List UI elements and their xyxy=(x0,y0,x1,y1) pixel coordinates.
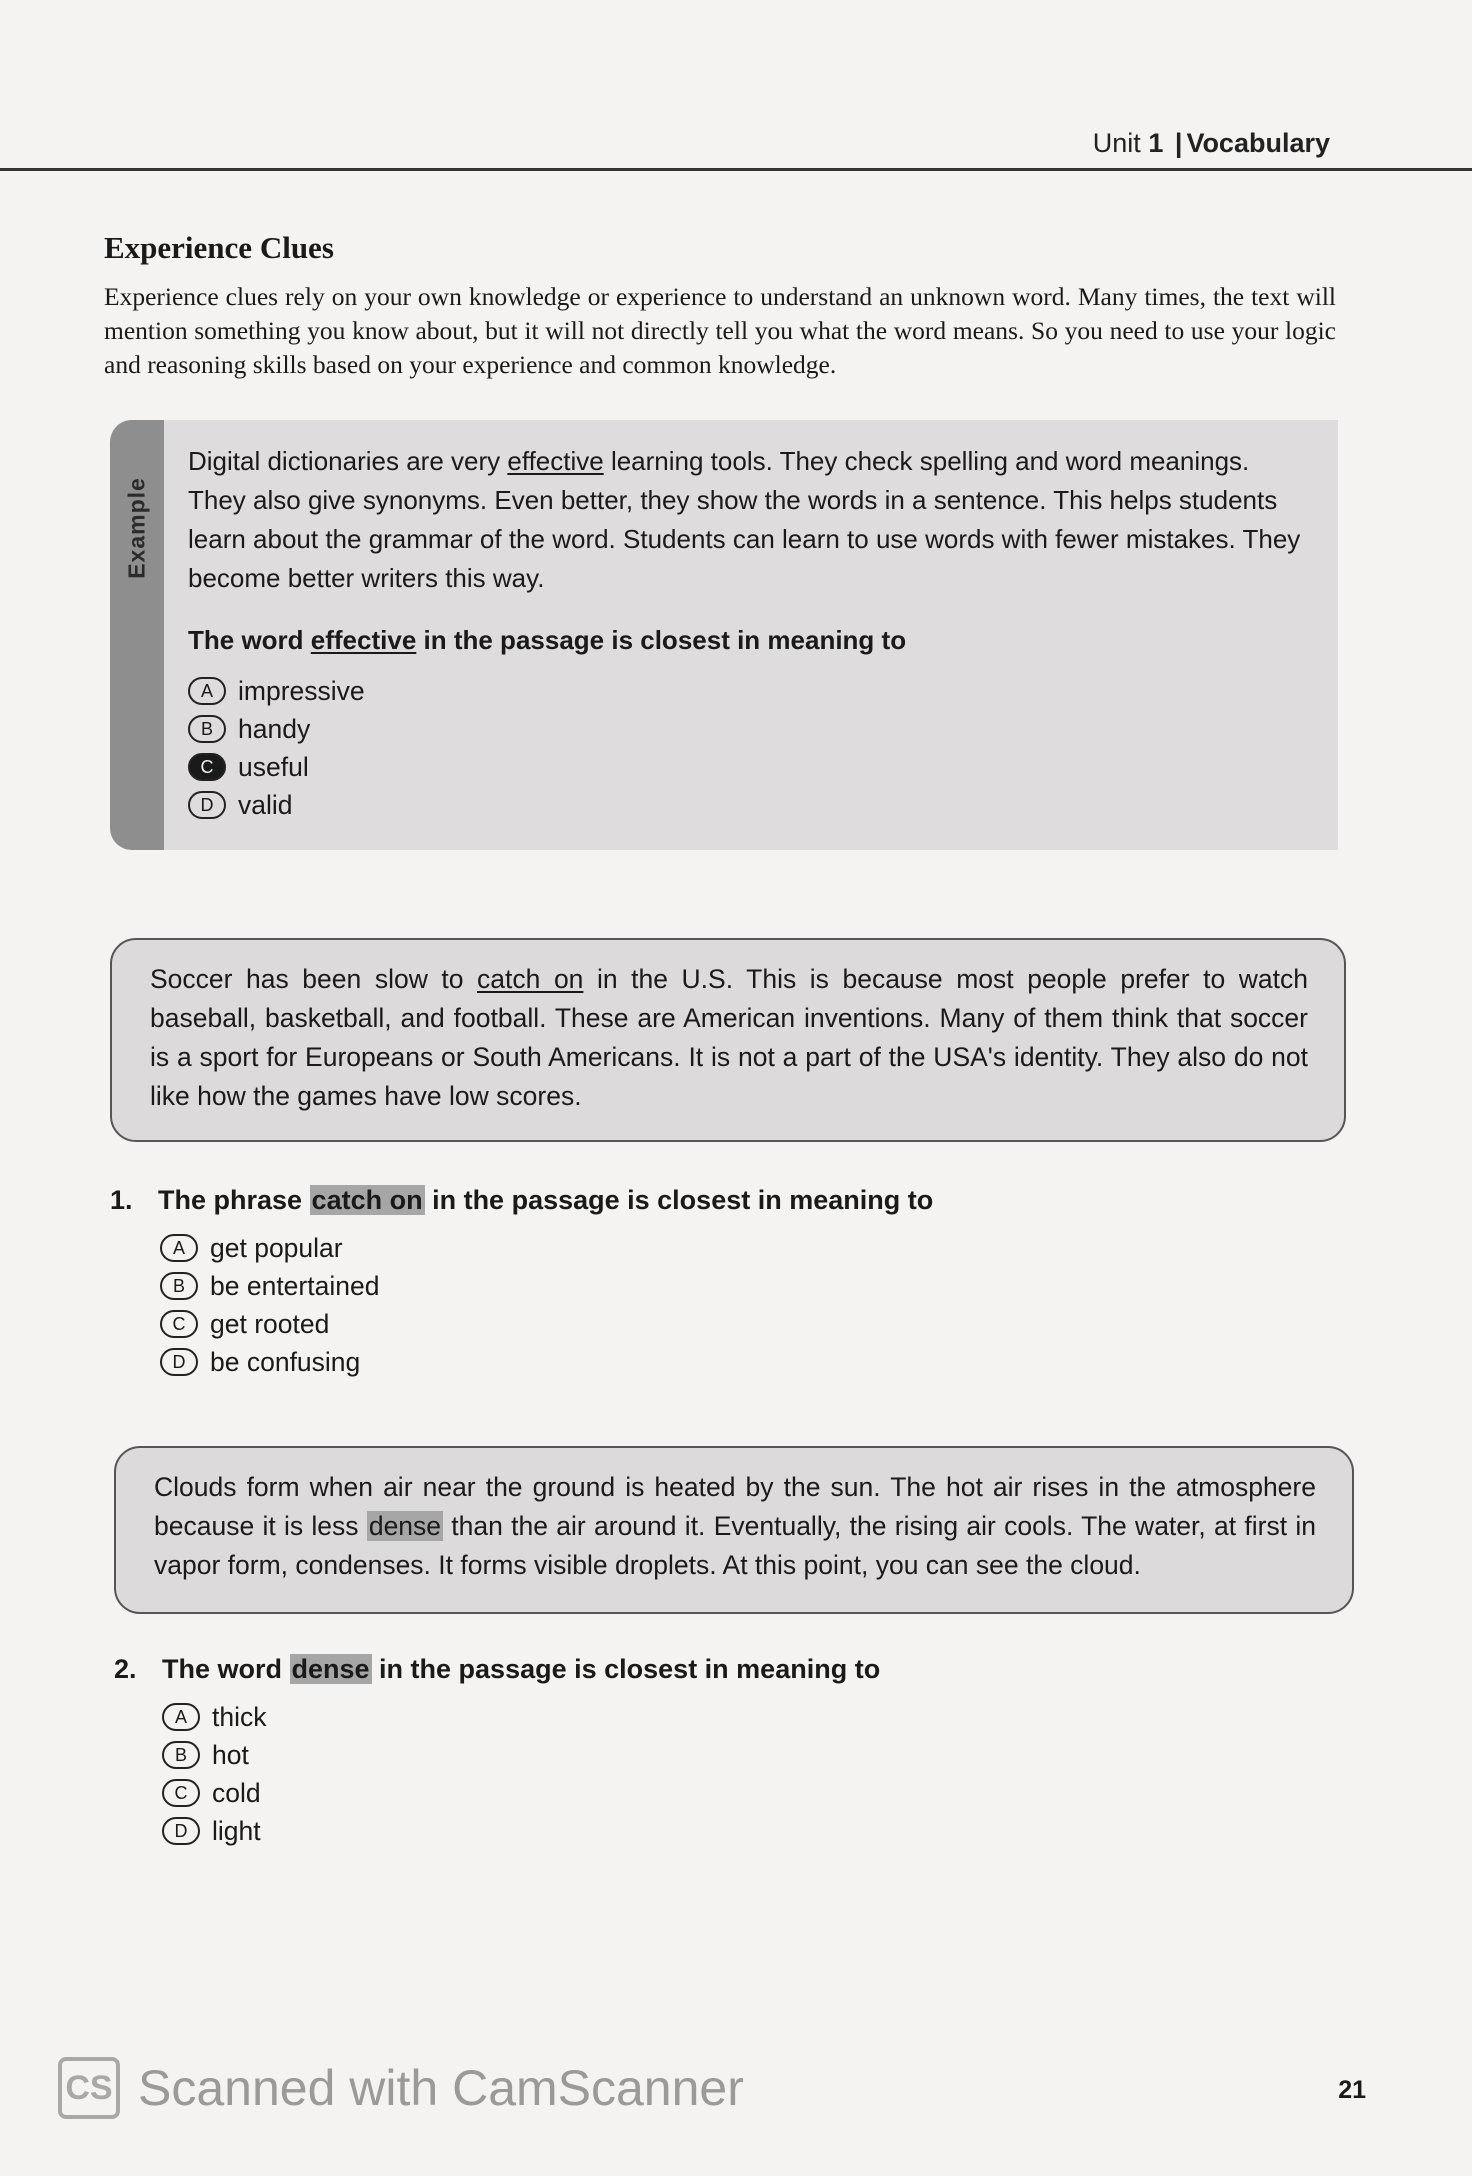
q2-option-a-bubble[interactable]: A xyxy=(162,1703,200,1731)
q1-option-b[interactable] xyxy=(160,1267,379,1305)
q1-option-a[interactable] xyxy=(160,1229,379,1267)
header-separator: | xyxy=(1174,128,1183,158)
camscanner-logo-icon: CS xyxy=(58,2057,120,2119)
running-header xyxy=(1093,128,1330,159)
q2-option-c[interactable] xyxy=(162,1774,267,1812)
question-2-highlight: dense xyxy=(291,1654,370,1684)
option-b-text: handy xyxy=(238,713,311,744)
header-rule xyxy=(0,168,1472,171)
option-a-text: impressive xyxy=(238,675,365,706)
example-passage xyxy=(188,442,1312,598)
q1-option-b-text: be entertained xyxy=(210,1270,380,1301)
option-d-bubble[interactable]: D xyxy=(188,791,226,819)
example-target-word: effective xyxy=(507,446,604,476)
section-title: Experience Clues xyxy=(104,230,334,265)
unit-number: 1 xyxy=(1148,128,1164,158)
passage-2-text xyxy=(154,1468,1316,1585)
q2-option-a[interactable] xyxy=(162,1698,267,1736)
question-1-highlight: catch on xyxy=(311,1185,423,1215)
question-2-stem xyxy=(162,1654,880,1685)
example-tab-label: Example xyxy=(123,477,150,579)
question-2-stem-text: The word xyxy=(162,1654,290,1684)
q2-option-c-text: cold xyxy=(212,1777,261,1808)
example-question-text-rest: in the passage is closest in meaning to xyxy=(416,625,907,655)
option-c-text: useful xyxy=(238,751,309,782)
q1-option-c-text: get rooted xyxy=(210,1308,330,1339)
passage-2-before: Clouds form when air near the ground is heated by the sun. The hot air rises in the atmosphere because it is less xyxy=(154,1472,1316,1541)
unit-label: Unit xyxy=(1092,128,1141,158)
q2-option-d-bubble[interactable]: D xyxy=(162,1817,200,1845)
q1-option-a-bubble[interactable]: A xyxy=(160,1234,198,1262)
question-2-options xyxy=(162,1698,267,1850)
example-option-a[interactable] xyxy=(188,672,365,710)
question-1-stem-rest: in the passage is closest in meaning to xyxy=(424,1185,934,1215)
q2-option-b-bubble[interactable]: B xyxy=(162,1741,200,1769)
q1-option-d[interactable] xyxy=(160,1343,379,1381)
passage-2-target-word: dense xyxy=(368,1511,442,1541)
example-question xyxy=(188,625,906,656)
q2-option-a-text: thick xyxy=(212,1701,267,1732)
passage-2-after: than the air around it. Eventually, the rising air cools. The water, at first in vapor form, condenses. It forms visible droplets. At this point, you can see the cloud. xyxy=(154,1511,1317,1580)
q1-option-c[interactable] xyxy=(160,1305,379,1343)
example-options xyxy=(188,672,365,824)
question-2-stem-rest: in the passage is closest in meaning to xyxy=(371,1654,881,1684)
q2-option-c-bubble[interactable]: C xyxy=(162,1779,200,1807)
q2-option-d[interactable] xyxy=(162,1812,267,1850)
question-2-number: 2. xyxy=(114,1654,137,1684)
option-b-bubble[interactable]: B xyxy=(188,715,226,743)
q2-option-b[interactable] xyxy=(162,1736,267,1774)
example-passage-text: Digital dictionaries are very xyxy=(188,446,508,476)
camscanner-watermark xyxy=(58,2057,744,2119)
q2-option-d-text: light xyxy=(212,1815,261,1846)
q1-option-d-text: be confusing xyxy=(210,1346,361,1377)
example-passage-text-rest: learning tools. They check spelling and word meanings. They also give synonyms. Even better, they show the words in a sentence. This helps students learn about the grammar of the word. Students can learn to use words with fewer mistakes. They become better writers this way. xyxy=(188,446,1301,593)
example-box xyxy=(110,420,1338,850)
q1-option-c-bubble[interactable]: C xyxy=(160,1310,198,1338)
q2-option-b-text: hot xyxy=(212,1739,249,1770)
example-option-c[interactable] xyxy=(188,748,365,786)
example-question-word: effective xyxy=(310,625,417,655)
option-d-text: valid xyxy=(238,789,293,820)
example-option-d[interactable] xyxy=(188,786,365,824)
camscanner-text: Scanned with CamScanner xyxy=(138,2060,744,2116)
q1-option-a-text: get popular xyxy=(210,1232,343,1263)
section-label: Vocabulary xyxy=(1186,128,1330,158)
q1-option-b-bubble[interactable]: B xyxy=(160,1272,198,1300)
example-tab xyxy=(110,420,164,850)
passage-1-target-word: catch on xyxy=(477,964,584,994)
example-question-text: The word xyxy=(188,625,311,655)
question-1-stem xyxy=(158,1185,933,1216)
section-intro: Experience clues rely on your own knowledge or experience to understand an unknown word. Many times, the text will mention something you know about, but it will not directly tell you what the word means. So you need to use your logic and reasoning skills based on your experience and common knowledge. xyxy=(104,282,1336,379)
page-number: 21 xyxy=(1338,2076,1366,2104)
option-c-bubble-selected[interactable]: C xyxy=(188,753,226,781)
question-1-stem-text: The phrase xyxy=(158,1185,310,1215)
passage-1-before: Soccer has been slow to xyxy=(150,964,478,994)
example-option-b[interactable] xyxy=(188,710,365,748)
question-1-number: 1. xyxy=(110,1185,133,1215)
passage-1-after: in the U.S. This is because most people prefer to watch baseball, basketball, and football. These are American inventions. Many of them think that soccer is a sport for Europeans or South Americans. It is not a part of the USA's identity. They also do not like how the games have low scores. xyxy=(150,964,1308,1111)
q1-option-d-bubble[interactable]: D xyxy=(160,1348,198,1376)
question-1-options xyxy=(160,1229,379,1381)
passage-1-text xyxy=(150,960,1308,1116)
option-a-bubble[interactable]: A xyxy=(188,677,226,705)
